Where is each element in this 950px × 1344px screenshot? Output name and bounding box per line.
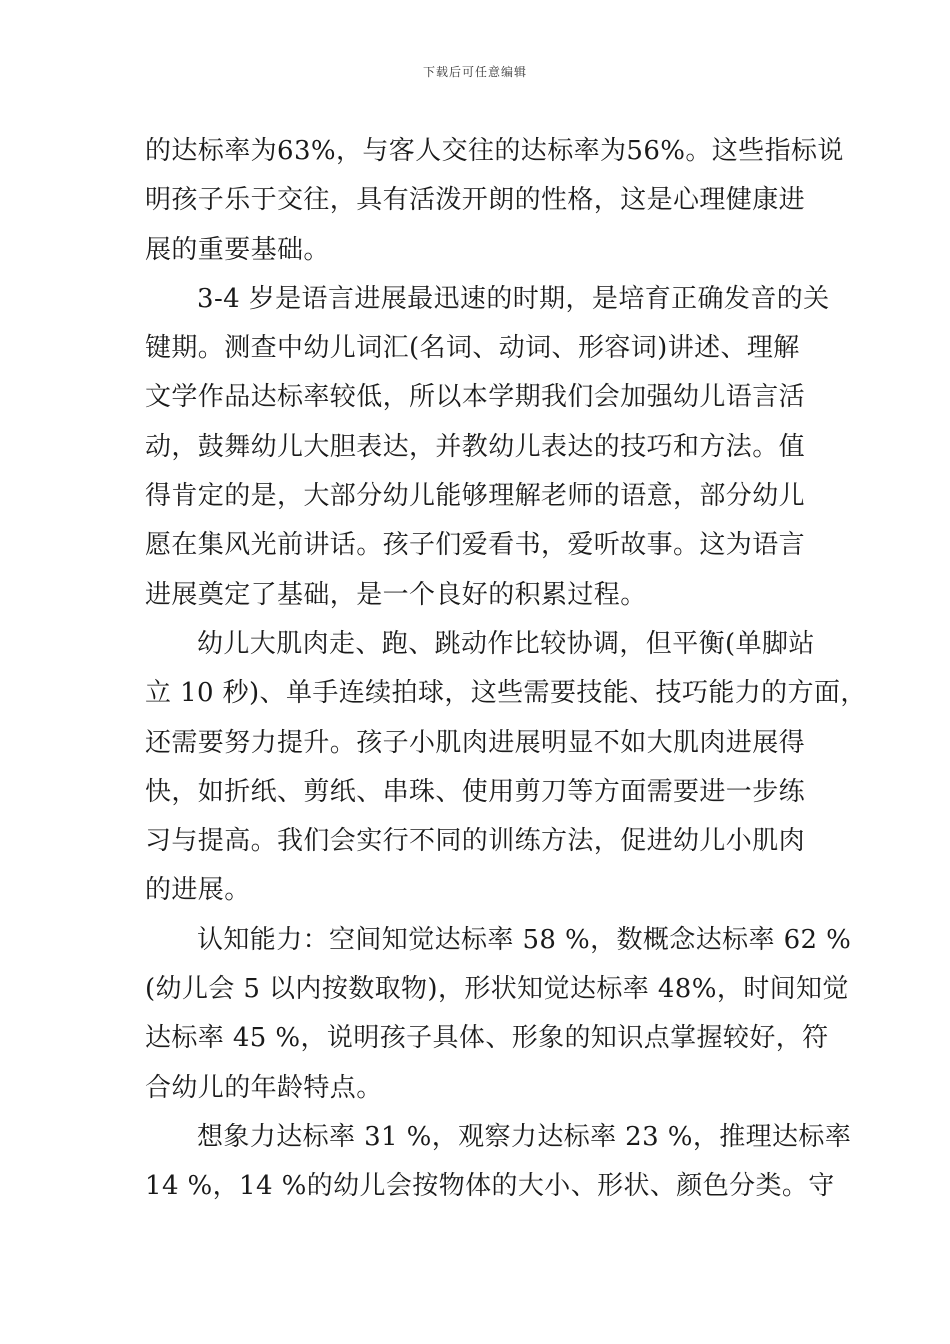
text-line: 明孩子乐于交往，具有活泼开朗的性格，这是心理健康进 — [145, 185, 806, 216]
text-line: 进展奠定了基础，是一个良好的积累过程。 — [145, 579, 647, 610]
text-line: 立 10 秒)、单手连续拍球，这些需要技能、技巧能力的方面， — [145, 678, 867, 709]
paragraph-start-line: 3-4 岁是语言进展最迅速的时期，是培育正确发音的关 — [197, 283, 830, 314]
paragraph-start-line: 想象力达标率 31 %，观察力达标率 23 %，推理达标率 — [197, 1121, 852, 1152]
text-line: (幼儿会 5 以内按数取物)，形状知觉达标率 48%，时间知觉 — [145, 974, 849, 1005]
text-line: 文学作品达标率较低，所以本学期我们会加强幼儿语言活 — [145, 382, 806, 413]
body-text — [145, 127, 867, 1212]
text-line: 动，鼓舞幼儿大胆表达，并教幼儿表达的技巧和方法。值 — [145, 431, 806, 462]
text-line: 习与提高。我们会实行不同的训练方法，促进幼儿小肌肉 — [145, 826, 806, 857]
text-line: 快，如折纸、剪纸、串珠、使用剪刀等方面需要进一步练 — [145, 776, 806, 807]
text-line: 的进展。 — [145, 875, 251, 906]
paragraph-start-line: 认知能力：空间知觉达标率 58 %，数概念达标率 62 % — [197, 924, 852, 955]
text-line: 展的重要基础。 — [145, 234, 330, 265]
text-line: 得肯定的是，大部分幼儿能够理解老师的语意，部分幼儿 — [145, 481, 806, 512]
text-line: 愿在集风光前讲话。孩子们爱看书，爱听故事。这为语言 — [145, 530, 806, 561]
text-line: 还需要努力提升。孩子小肌肉进展明显不如大肌肉进展得 — [145, 727, 806, 758]
page-header: 下载后可任意编辑 — [422, 65, 527, 79]
paragraph-start-line: 幼儿大肌肉走、跑、跳动作比较协调，但平衡(单脚站 — [197, 628, 815, 659]
text-line: 达标率 45 %，说明孩子具体、形象的知识点掌握较好，符 — [145, 1023, 829, 1054]
text-line: 键期。测查中幼儿词汇(名词、动词、形容词)讲述、理解 — [145, 333, 800, 364]
text-line: 合幼儿的年龄特点。 — [145, 1072, 383, 1103]
text-line: 的达标率为63%，与客人交往的达标率为56%。这些指标说 — [145, 136, 844, 166]
text-line: 14 %，14 %的幼儿会按物体的大小、形状、颜色分类。守 — [145, 1171, 835, 1202]
